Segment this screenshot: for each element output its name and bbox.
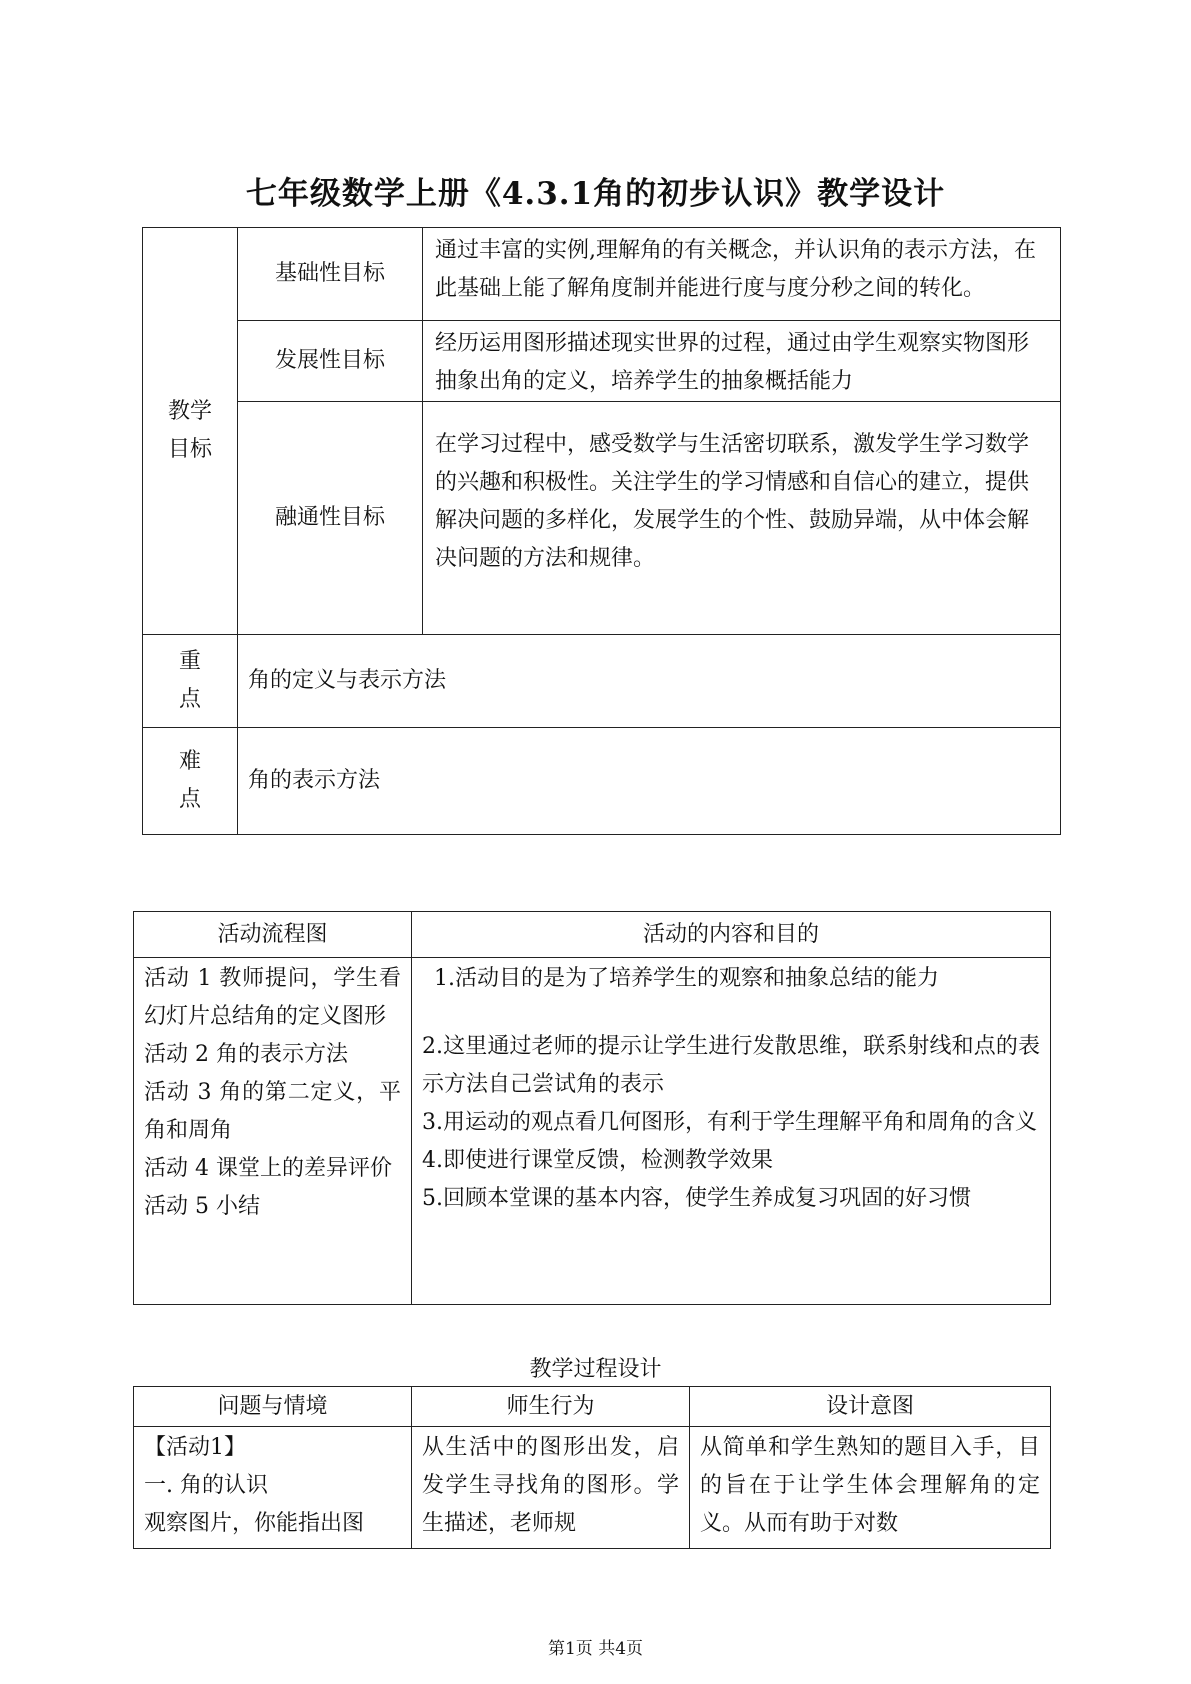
activity-flow-item: 活动 5 小结 xyxy=(144,1194,260,1219)
process-header-row xyxy=(134,1387,1051,1427)
situation-line: 一. 角的认识 xyxy=(144,1473,268,1498)
activities-header: 活动的内容和目的 xyxy=(412,912,1051,958)
page-footer: 第1页 共4页 xyxy=(547,1639,644,1659)
activity-flow-item: 活动 3 角的第二定义，平角和周角 xyxy=(144,1080,401,1143)
process-row xyxy=(134,1427,1051,1549)
key-point-row xyxy=(143,635,1061,728)
intent-cell: 从简单和学生熟知的题目入手，目的旨在于让学生体会理解角的定义。从而有助于对数 xyxy=(690,1427,1051,1549)
objective-label: 融通性目标 xyxy=(238,402,423,635)
activity-flow-item: 活动 2 角的表示方法 xyxy=(144,1042,348,1067)
activities-header-row xyxy=(134,912,1051,958)
difficulty-text: 角的表示方法 xyxy=(238,728,1061,835)
objective-text: 通过丰富的实例,理解角的有关概念，并认识角的表示方法，在此基础上能了解角度制并能进行度与度分秒之间的转化。 xyxy=(423,228,1061,321)
activity-purpose-item: 4.即使进行课堂反馈，检测教学效果 xyxy=(422,1148,773,1173)
objective-text: 在学习过程中，感受数学与生活密切联系，激发学生学习数学的兴趣和积极性。关注学生的学习情感和自信心的建立，提供解决问题的多样化，发展学生的个性、鼓励异端，从中体会解决问题的方法和规律。 xyxy=(423,402,1061,635)
objective-row-basic xyxy=(143,228,1061,321)
process-header: 问题与情境 xyxy=(134,1387,412,1427)
difficulty-row xyxy=(143,728,1061,835)
key-point-text: 角的定义与表示方法 xyxy=(238,635,1061,728)
objective-row-development xyxy=(143,321,1061,402)
activities-body-row xyxy=(134,958,1051,1305)
process-header: 设计意图 xyxy=(690,1387,1051,1427)
activity-purpose-item: 5.回顾本堂课的基本内容，使学生养成复习巩固的好习惯 xyxy=(422,1186,971,1211)
objective-row-integration xyxy=(143,402,1061,635)
objective-label: 基础性目标 xyxy=(238,228,423,321)
objective-label: 发展性目标 xyxy=(238,321,423,402)
activity-flow-item: 活动 4 课堂上的差异评价 xyxy=(144,1156,392,1181)
objectives-row-header: 教学目标 xyxy=(143,228,238,635)
document-title: 七年级数学上册《4.3.1角的初步认识》教学设计 xyxy=(245,176,946,212)
objective-text: 经历运用图形描述现实世界的过程，通过由学生观察实物图形抽象出角的定义，培养学生的抽象概括能力 xyxy=(423,321,1061,402)
activity-flow-item: 活动 1 教师提问，学生看幻灯片总结角的定义图形 xyxy=(144,966,401,1029)
activity-purpose-item: 2.这里通过老师的提示让学生进行发散思维，联系射线和点的表示方法自己尝试角的表示 xyxy=(422,1034,1040,1097)
activity-purpose-item: 3.用运动的观点看几何图形，有利于学生理解平角和周角的含义 xyxy=(422,1110,1037,1135)
process-caption: 教学过程设计 xyxy=(529,1357,662,1382)
activity-purpose-item: 1.活动目的是为了培养学生的观察和抽象总结的能力 xyxy=(434,966,939,991)
process-table xyxy=(133,1386,1051,1549)
activity-purpose-cell xyxy=(412,958,1051,1305)
activities-header: 活动流程图 xyxy=(134,912,412,958)
situation-line: 观察图片，你能指出图 xyxy=(144,1511,365,1536)
process-header: 师生行为 xyxy=(412,1387,690,1427)
behavior-cell: 从生活中的图形出发，启发学生寻找角的图形。学生描述，老师规 xyxy=(412,1427,690,1549)
situation-line: 【活动1】 xyxy=(144,1435,246,1460)
key-point-label: 重点 xyxy=(143,635,238,728)
activities-table xyxy=(133,911,1051,1305)
objectives-table xyxy=(142,227,1061,835)
activity-flow-cell xyxy=(134,958,412,1305)
difficulty-label: 难点 xyxy=(143,728,238,835)
situation-cell xyxy=(134,1427,412,1549)
